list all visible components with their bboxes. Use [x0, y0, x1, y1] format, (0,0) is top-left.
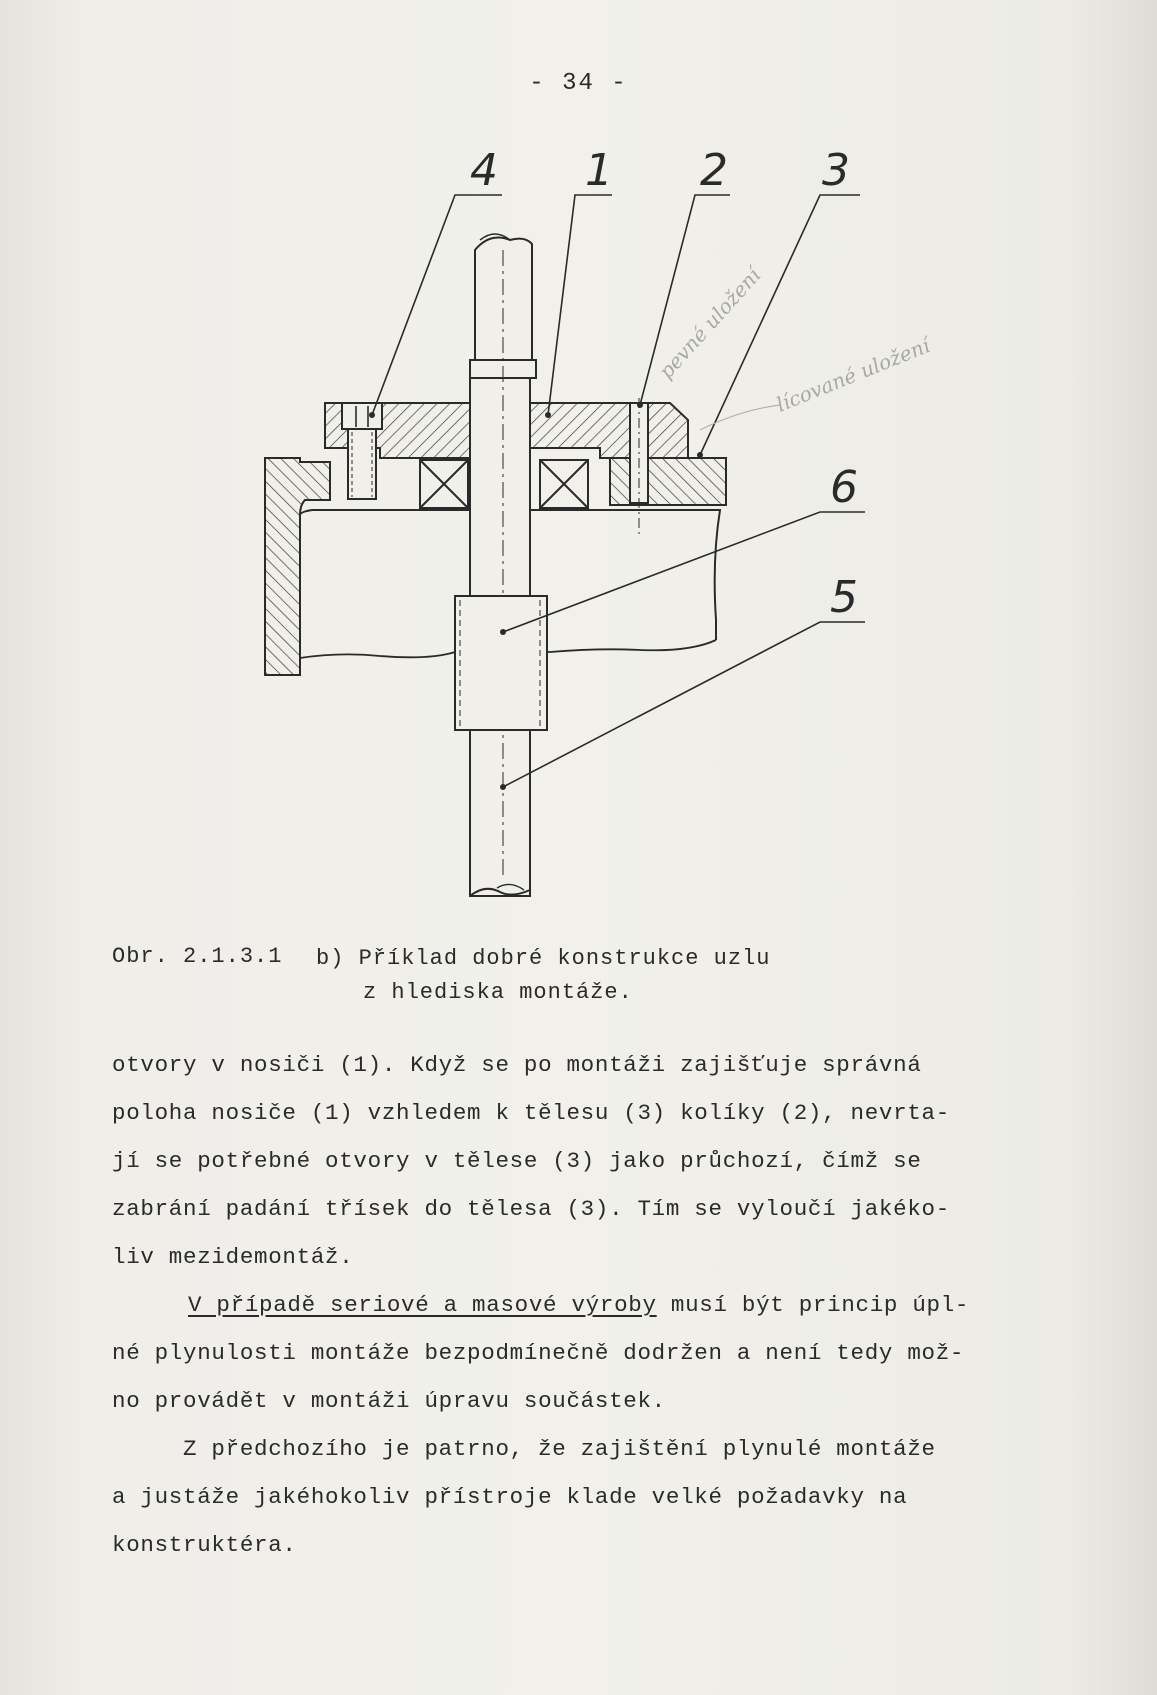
- screw-head: [342, 403, 382, 429]
- body-text: musí být princip úpl-: [656, 1292, 970, 1318]
- body-line: no provádět v montáži úpravu součástek.: [112, 1388, 666, 1414]
- pencil-note-fitted: lícované uložení: [772, 333, 934, 417]
- body-line: a justáže jakéhokoliv přístroje klade velké požadavky na: [112, 1484, 908, 1510]
- housing-body-right: [610, 458, 726, 505]
- sleeve: [455, 596, 547, 730]
- label-4: 4: [470, 145, 498, 196]
- bearing-left: [420, 460, 468, 508]
- body-line: zabrání padání třísek do tělesa (3). Tím se vyloučí jakéko-: [112, 1196, 950, 1222]
- body-line: liv mezidemontáž.: [112, 1244, 354, 1270]
- body-line: Z předchozího je patrno, že zajištění plynulé montáže: [112, 1436, 936, 1462]
- caption-prefix: Obr. 2.1.3.1: [112, 944, 283, 969]
- leader-5: [503, 622, 865, 787]
- label-5: 5: [830, 572, 858, 623]
- leader-1: [548, 195, 612, 415]
- body-line: poloha nosiče (1) vzhledem k tělesu (3) kolíky (2), nevrta-: [112, 1100, 950, 1126]
- label-2: 2: [700, 145, 728, 196]
- label-3: 3: [822, 145, 850, 196]
- label-1: 1: [585, 145, 613, 196]
- page-number: - 34 -: [529, 70, 628, 97]
- caption-line-2: z hlediska montáže.: [363, 980, 633, 1005]
- pencil-note-fixed: pevné uložení: [653, 263, 766, 384]
- caption-line-1: b) Příklad dobré konstrukce uzlu: [316, 946, 771, 971]
- underlined-phrase: V případě seriové a masové výroby: [188, 1292, 657, 1318]
- bearing-right: [540, 460, 588, 508]
- housing-body-left: [265, 458, 330, 675]
- body-line: né plynulosti montáže bezpodmínečně dodržen a není tedy mož-: [112, 1340, 965, 1366]
- body-line: jí se potřebné otvory v tělese (3) jako průchozí, čímž se: [112, 1148, 922, 1174]
- body-line: konstruktéra.: [112, 1532, 297, 1558]
- body-line: [188, 1292, 969, 1318]
- label-6: 6: [830, 462, 858, 513]
- body-line: otvory v nosiči (1). Když se po montáži zajišťuje správná: [112, 1052, 922, 1078]
- leader-6: [503, 512, 865, 632]
- carrier-right: [530, 403, 688, 458]
